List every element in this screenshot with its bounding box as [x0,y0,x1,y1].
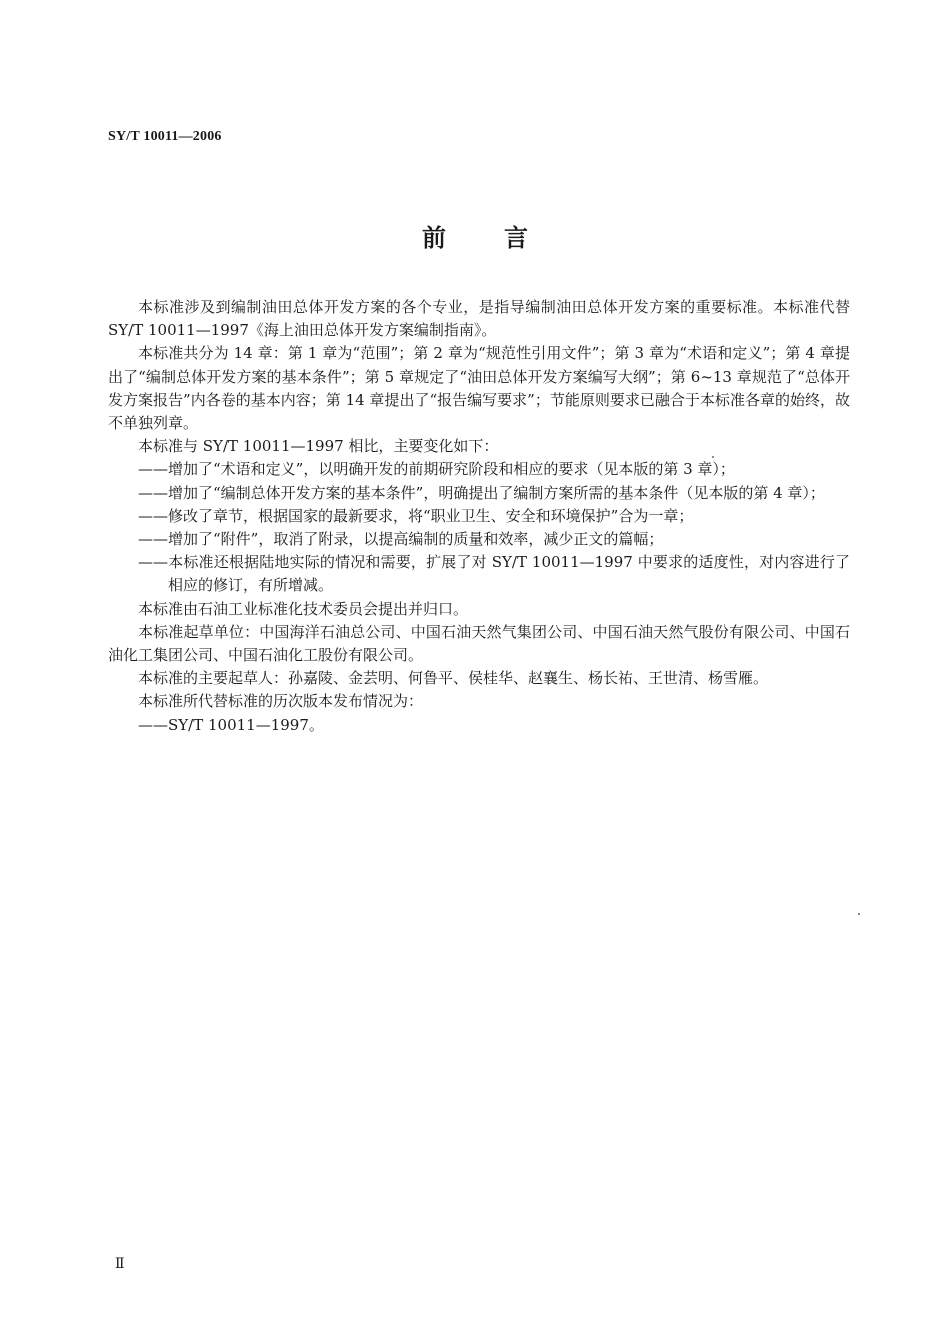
paragraph: 本标准与 SY/T 10011—1997 相比，主要变化如下： [138,437,499,456]
paragraph: 本标准的主要起草人：孙嘉陵、金芸明、何鲁平、侯桂华、赵襄生、杨长祐、王世清、杨雪雁。 [138,669,769,688]
list-item: ——增加了“术语和定义”，以明确开发的前期研究阶段和相应的要求（见本版的第 3 章）； [138,460,735,479]
standard-code: SY/T 10011—2006 [108,129,222,144]
paragraph: 本标准由石油工业标准化技术委员会提出并归口。 [138,599,469,618]
page-title: 前言 [422,224,586,252]
list-item: ——修改了章节，根据国家的最新要求，将“职业卫生、安全和环境保护”合为一章； [138,506,694,525]
paragraph: 本标准所代替标准的历次版本发布情况为： [138,692,424,711]
list-item: ——SY/T 10011—1997。 [138,715,324,734]
foreword-body [108,296,850,737]
scan-speck [858,913,860,915]
list-item: ——增加了“附件”，取消了附录，以提高编制的质量和效率，减少正文的篇幅； [138,530,664,549]
paragraph: 本标准起草单位：中国海洋石油总公司、中国石油天然气集团公司、中国石油天然气股份有限公司、中国石油化工集团公司、中国石油化工股份有限公司。 [108,622,850,665]
page-number: Ⅱ [115,1257,125,1272]
paragraph: 本标准涉及到编制油田总体开发方案的各个专业，是指导编制油田总体开发方案的重要标准。本标准代替 SY/T 10011—1997《海上油田总体开发方案编制指南》。 [108,298,850,340]
list-item: ——增加了“编制总体开发方案的基本条件”，明确提出了编制方案所需的基本条件（见本版的第 4 章）； [138,483,825,502]
list-item: ——本标准还根据陆地实际的情况和需要，扩展了对 SY/T 10011—1997 中要求的适度性，对内容进行了相应的修订，有所增减。 [138,553,850,595]
scan-speck [712,456,714,458]
paragraph: 本标准共分为 14 章：第 1 章为“范围”；第 2 章为“规范性引用文件”；第 3 章为“术语和定义”；第 4 章提出了“编制总体开发方案的基本条件”；第 5 章规定了“油田总体开发方案编写大纲”；第 6~13 章规范了“总体开发方案报告”内各卷的基本内容；第 14 章提出了“报告编写要求”；节能原则要求已融合于本标准各章的始终，故不单独列章。 [108,344,850,433]
